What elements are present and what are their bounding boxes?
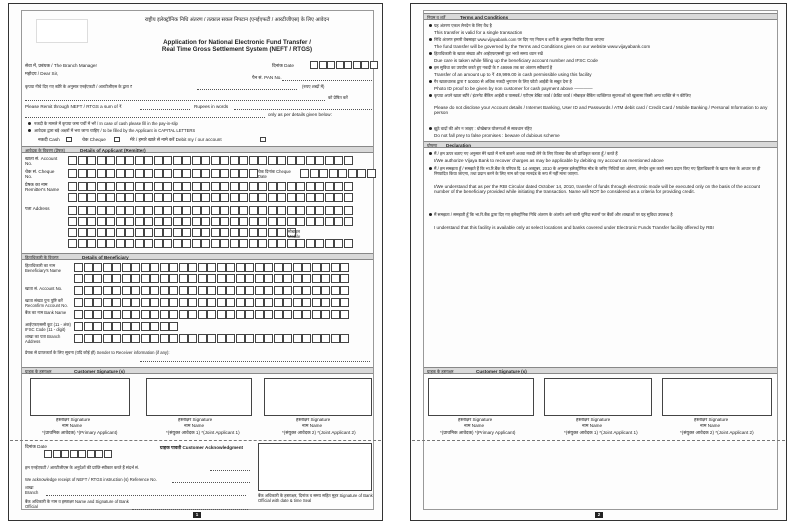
declaration-section-title: Declaration xyxy=(446,142,472,148)
joint2-name-label: नाम Name xyxy=(302,423,323,428)
p2-cut-line xyxy=(412,440,785,441)
cheque-date-boxes[interactable] xyxy=(300,169,376,178)
applicant-account-boxes[interactable] xyxy=(68,156,353,165)
beneficiary-account-label: खाता सं. Account No. xyxy=(25,286,63,291)
form-title-line-1: Application for National Electronic Fund Transfer / xyxy=(163,39,311,46)
bullet xyxy=(429,213,432,216)
declaration-section-hindi: घोषणा xyxy=(427,142,438,148)
bullet xyxy=(429,94,432,97)
beneficiary-account-boxes[interactable] xyxy=(74,286,350,295)
only-as-per-label: only as per details given below: xyxy=(268,112,332,117)
branch-manager-label: सेवा में, प्रबंधक / The Branch Manager xyxy=(25,63,97,68)
primary-applicant-label: *(प्राथमिक आवेदक) *(Primary Applicant) xyxy=(42,430,118,435)
cheque-date-label: चेक दिनांक Cheque Date xyxy=(258,169,291,180)
rupees-words-field[interactable] xyxy=(234,109,372,110)
ack-date-label: दिनांक Date xyxy=(25,444,47,449)
cut-line xyxy=(10,440,381,441)
term-6-english: Please do not disclose your Account details / Internet Banking, User ID and Passwords / ATM debit card / Credit Card / Mobile Banking / Personal Information to any person xyxy=(434,105,768,116)
bullet xyxy=(429,152,432,155)
bullet xyxy=(429,127,432,130)
ack-english-line: We acknowledge receipt of NEFT / RTGS instruction (s) Reference No. xyxy=(25,477,157,482)
applicant-section-header xyxy=(22,146,373,153)
terms-section-header xyxy=(424,13,777,20)
terms-section-title: Terms and Conditions xyxy=(460,14,509,20)
remitter-name-boxes-2[interactable] xyxy=(68,193,353,202)
address-boxes-1[interactable] xyxy=(68,206,353,215)
term-5-hindi: गैर खाताधारक द्वारा ₹ 50000 से अधिक नकदी भुगतान के लिए फोटो आईडी के सबूत देना है xyxy=(434,79,572,84)
rupees-words-label: Rupees in words xyxy=(194,104,229,109)
page-number: 2 xyxy=(595,512,603,518)
branch-address-boxes[interactable] xyxy=(74,334,350,343)
term-4-english: Transfer of an amount up to ₹ 49,999.00 in cash permissible using this facility xyxy=(434,72,592,77)
bank-logo-placeholder xyxy=(36,19,88,43)
signature-section-header xyxy=(22,367,373,374)
signature-section-hindi: ग्राहक के हस्ताक्षर xyxy=(25,368,52,374)
reconfirm-account-label: खाता संख्या पुनः पुष्टि करें Reconfirm Account No. xyxy=(25,298,68,309)
p2-joint2-applicant-label: *(संयुक्त आवेदक 2) *(Joint Applicant 2) xyxy=(680,430,754,435)
form-title-line-2: Real Time Gross Settlement System (NEFT / RTGS) xyxy=(161,46,313,53)
joint2-applicant-label: *(संयुक्त आवेदक 2) *(Joint Applicant 2) xyxy=(282,430,356,435)
cheque-no-label: चेक सं. Cheque No. xyxy=(25,169,55,180)
bullet xyxy=(429,167,432,170)
amount-words-hindi-field[interactable] xyxy=(25,100,325,101)
debit-option-label: मेरे / हमारे खाते से नामे करें Debit my / our account xyxy=(130,137,222,142)
beneficiary-section-hindi: हिताधिकारी के विवरण xyxy=(25,254,59,260)
date-boxes[interactable] xyxy=(310,61,378,70)
term-2-english: The fund transfer will be governed by the Terms and Conditions given on our website www.vijayabank.com xyxy=(434,44,651,49)
reconfirm-account-boxes[interactable] xyxy=(74,298,350,307)
page-1-frame xyxy=(21,10,374,510)
term-2-hindi: निधि अंतरण हमारी वेबसाइट www.vijayabank.com पर दिए गए नियम व शर्तों के अनुसार नियंत्रित किया जाएगा xyxy=(434,37,605,42)
page-number: 1 xyxy=(193,512,201,518)
term-4-hindi: इस सुविधा का उपयोग करते हुए नकदी के ₹ 49999 तक का अंतरण स्वीकार्य है xyxy=(434,65,553,70)
ifsc-label: आईएफएससी कूट (11 - अंक) IFSC Code (11 - digit) xyxy=(25,322,71,333)
mobile-label: मोबाइल Mobile xyxy=(288,229,301,240)
beneficiary-name-label: हिताधिकारी का नाम Beneficiary's Name xyxy=(25,263,61,274)
p2-joint1-applicant-label: *(संयुक्त आवेदक 1) *(Joint Applicant 1) xyxy=(564,430,638,435)
amount-english-field[interactable] xyxy=(140,109,190,110)
applicant-section-title: Details of Applicant (Remitter) xyxy=(80,147,146,153)
bullet xyxy=(429,80,432,83)
term-3-hindi: हिताधिकारी के खाता संख्या और आईएफएससी कूट भरते समय ध्यान रखें xyxy=(434,51,543,56)
p2-joint2-name-label: नाम Name xyxy=(700,423,721,428)
beneficiary-name-boxes[interactable] xyxy=(74,263,350,272)
beneficiary-name-boxes-2[interactable] xyxy=(74,274,350,283)
declaration-3-hindi: मैं समझता / समझती हूँ कि भा.रि.बैंक द्वारा दिए गए इलेक्ट्रॉनिक निधि अंतरण के अंतर्गत आने वाली चुनिंदा स्थानों पर बैंकों और शाखाओं पर यह सुविधा उपलब्ध है xyxy=(434,212,673,217)
pan-field[interactable] xyxy=(282,80,372,81)
beneficiary-section-header xyxy=(22,253,373,260)
declaration-1-hindi: मैं / हम ऊपर बताए गए अनुसार मेरे खाते में नामे डालने अथवा नकदी लेने के लिए विजया बैंक को प्राधिकृत करता हूँ / करते हैं xyxy=(434,151,618,156)
bullet xyxy=(429,24,432,27)
bank-seal-box[interactable] xyxy=(258,443,372,491)
term-6-hindi: कृपया अपने खाता ब्यौरे / इंटरनेट बैंकिंग आईडी व पासवर्ड / एटीएम डेबिट कार्ड / क्रेडिट कार्ड / मोबाइल बैंकिंग व्यक्तिगत सूचनाओं को खुलासा किसी अन्य व्यक्ति से न कीजिए xyxy=(434,93,691,98)
ack-hindi-ref-field[interactable] xyxy=(210,470,250,471)
address-boxes-2[interactable] xyxy=(68,217,353,226)
bank-seal-label: बैंक अधिकारी के हस्ताक्षर, दिनांक व समय सहित मुहर Signature of Bank Official with date & time Seal xyxy=(258,493,373,504)
joint1-signature-label: हस्ताक्षर Signature xyxy=(178,417,213,422)
sender-info-field[interactable] xyxy=(140,361,370,362)
bullet xyxy=(28,122,31,125)
cash-checkbox[interactable] xyxy=(66,137,72,142)
primary-name-label: नाम Name xyxy=(62,423,83,428)
term-1-hindi: यह अंतरण एकल लेनदेन के लिए वैध है xyxy=(434,23,492,28)
p2-joint1-signature-box[interactable] xyxy=(544,378,652,416)
signature-section-title: Customer Signature (s) xyxy=(74,368,125,374)
joint2-signature-box[interactable] xyxy=(264,378,372,416)
primary-signature-label: हस्ताक्षर Signature xyxy=(56,417,91,422)
date-label: दिनांक Date xyxy=(272,63,294,68)
bullet xyxy=(429,38,432,41)
ack-branch-field[interactable] xyxy=(46,495,246,496)
ifsc-boxes[interactable] xyxy=(74,322,179,331)
joint1-applicant-label: *(संयुक्त आवेदक 1) *(Joint Applicant 1) xyxy=(166,430,240,435)
declaration-2-english: I/We understand that as per the RBI Circular dated October 14, 2010, transfer of funds through electronic mode will be executed only on the basis of the account number of the beneficiary provided while initiating the transaction. Name will NOT be considered as a criteria for providing credit. xyxy=(434,184,761,195)
p2-primary-name-label: नाम Name xyxy=(464,423,485,428)
bank-name-boxes[interactable] xyxy=(74,310,350,319)
term-7-english: Do not fall prey to false promises : beware of dubious scheme xyxy=(434,133,560,138)
ack-official-label: बैंक अधिकारी के नाम व हस्ताक्षर Name and Signature of Bank Official xyxy=(25,499,129,510)
capital-letters-note: आवेदक द्वारा बड़े अक्षरों में भरा जाना चाहिए / to be filled by the Applicant in CAPITAL LETTERS xyxy=(34,128,196,133)
p2-signature-section-hindi: ग्राहक के हस्ताक्षर xyxy=(427,368,454,374)
amount-hindi-field[interactable] xyxy=(197,89,297,90)
cash-option-label: नकदी Cash xyxy=(38,137,60,142)
joint2-signature-label: हस्ताक्षर Signature xyxy=(296,417,331,422)
terms-section-hindi: नियम व शर्तें xyxy=(427,14,446,20)
remit-english-line: Please Remit through NEFT / RTGS a sum of ₹ xyxy=(25,104,122,109)
ack-hindi-line: हम एनईएफटी / आरटीजीएस के अनुदेशों की प्राप्ति-स्वीकार करते हैं संदर्भ सं. xyxy=(25,465,140,470)
applicant-section-hindi: आवेदक के विवरण (प्रेषक) xyxy=(25,147,66,153)
mobile-boxes[interactable] xyxy=(68,239,353,248)
p2-primary-applicant-label: *(प्राथमिक आवेदक) *(Primary Applicant) xyxy=(440,430,516,435)
rupees-words-field-2[interactable] xyxy=(25,117,265,118)
p2-joint1-name-label: नाम Name xyxy=(582,423,603,428)
sender-info-label: प्रेषक से प्राप्तकर्ता के लिए सूचना (यदि कोई हो) Sender to Receiver information (if any): xyxy=(25,350,170,355)
term-7-hindi: झूठे वादों की ओर न जाइए : धोखेबाज योजनाओं से सावधान रहिए xyxy=(434,126,532,131)
p2-joint2-signature-label: हस्ताक्षर Signature xyxy=(694,417,729,422)
primary-signature-box[interactable] xyxy=(30,378,130,416)
term-3-english: Due care is taken while filling up the beneficiary account number and IFSC Code xyxy=(434,58,598,63)
remitter-name-label: प्रेषक का नाम Remitter's Name xyxy=(25,182,60,193)
ack-official-field[interactable] xyxy=(132,509,248,510)
p2-joint2-signature-box[interactable] xyxy=(662,378,772,416)
page-2-frame xyxy=(423,10,778,510)
p2-primary-signature-label: हस्ताक्षर Signature xyxy=(458,417,493,422)
ack-english-ref-field[interactable] xyxy=(172,482,250,483)
pan-label: पैन सं. PAN No. xyxy=(252,75,282,80)
bullet xyxy=(429,66,432,69)
p2-signature-section-header xyxy=(424,367,777,374)
debit-checkbox[interactable] xyxy=(260,137,266,142)
applicant-account-label: खाता सं. Account No. xyxy=(25,156,58,167)
branch-address-label: शाखा का पता Branch Address xyxy=(25,334,61,345)
remitter-name-boxes[interactable] xyxy=(68,182,353,191)
joint1-signature-box[interactable] xyxy=(146,378,252,416)
declaration-3-english: I understand that this facility is available only at select locations and banks covered under Electronic Funds Transfer facility offered by RBI xyxy=(434,225,714,230)
p2-primary-signature-box[interactable] xyxy=(428,378,534,416)
form-page-1 xyxy=(8,3,383,521)
declaration-2-hindi: मैं / हम समझता हूँ / समझते हैं कि भा.रि.बैंक के परिपत्र दि. 14 अक्टूबर, 2010 के अनुसार इलेक्ट्रॉनिक मोड के जरिए निधियों का अंतरण, लेनदेन शुरू करते समय प्रदान किए गए हिताधिकारी के खाता नंबर के आधार पर ही निष्पादित किया जाएगा, तथा प्रदान करने के लिए नाम को एक मानदंड के रूप में नहीं माना जाएगा. xyxy=(434,166,761,177)
form-page-2 xyxy=(410,3,787,521)
address-boxes-3[interactable] xyxy=(68,228,296,237)
remit-hindi-tail: को प्रेषित करें xyxy=(328,95,348,100)
bullet xyxy=(429,52,432,55)
p2-signature-section-title: Customer Signature (s) xyxy=(476,368,527,374)
p2-joint1-signature-label: हस्ताक्षर Signature xyxy=(576,417,611,422)
declaration-1-english: I/We authorize Vijaya Bank to recover charges as may be applicable by debiting my account as mentioned above xyxy=(434,158,664,163)
declaration-section-header xyxy=(424,141,777,148)
term-1-english: This transfer is valid for a single transaction xyxy=(434,30,523,35)
cash-note: नकदी के मामले में कृपया जमा पर्ची में भरें / In case of cash please fill in the pay-in-slip xyxy=(34,121,178,126)
salutation: महोदय / Dear Sir, xyxy=(25,71,59,76)
cheque-checkbox[interactable] xyxy=(114,137,120,142)
bank-name-label: बैंक का नाम Bank Name xyxy=(25,310,67,315)
ack-title: ग्राहक पावती Customer Acknowledgment xyxy=(160,445,244,450)
hindi-title: राष्ट्रीय इलेक्ट्रॉनिक निधि अंतरण / तत्काल सकल निपटान (एनईएफटी / आरटीजीएस) के लिए आवेदन xyxy=(144,17,330,23)
cheque-option-label: चेक Cheque xyxy=(82,137,106,142)
term-5-english: Photo ID proof to be given by non customer for cash payment above ———— xyxy=(434,86,593,91)
ack-branch-label: शाखा Branch xyxy=(25,485,39,496)
cheque-no-boxes[interactable] xyxy=(68,169,258,178)
joint1-name-label: नाम Name xyxy=(184,423,205,428)
address-label: पता Address xyxy=(25,206,50,211)
bullet xyxy=(28,129,31,132)
amount-hindi-line: कृपया नीचे दिए गए ब्यौरे के अनुसार एनईएफटी / आरटीजीएस के द्वारा ₹ xyxy=(25,84,133,89)
beneficiary-section-title: Details of Beneficiary xyxy=(82,254,129,260)
amount-words-hindi-label: (रुपए शब्दों में) xyxy=(302,84,325,89)
ack-date-boxes[interactable] xyxy=(44,450,112,459)
